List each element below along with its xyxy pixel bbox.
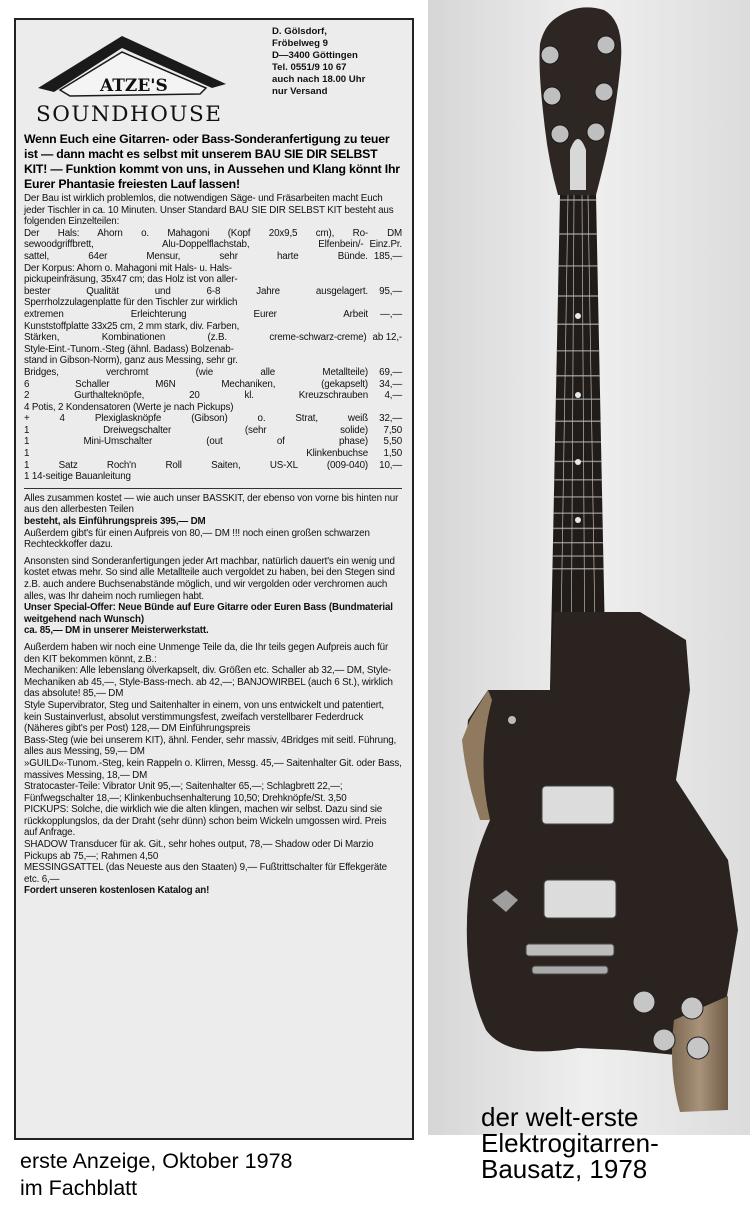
- logo-line1: ATZE'S: [100, 76, 168, 96]
- price-list-row: [24, 355, 402, 367]
- item-price: Einz.Pr.: [369, 239, 402, 251]
- contact-line: nur Versand: [272, 85, 328, 97]
- contact-line: Fröbelweg 9: [272, 37, 328, 49]
- extra-parts-paragraph: Mechaniken: Alle lebenslang ölverkapselt, div. Größen etc. Schaller ab 32,— DM, Style-Mechaniken ab 45,—, Style-Bass-mech. ab 42,—; BANJOWIRBEL (auch 6 St.), wirklich das absolute! 85,— DM: [24, 665, 393, 700]
- price-list-row: [24, 309, 402, 321]
- item-description: Stärken, Kombinationen (z.B. creme-schwarz-creme): [24, 332, 367, 344]
- item-description: 1 14-seitige Bauanleitung: [24, 471, 131, 483]
- extra-parts-paragraph: MESSINGSATTEL (das Neueste aus den Staaten) 9,— Fußtrittschalter für Effekgeräte etc. 6,—: [24, 862, 387, 885]
- item-price: 5,50: [383, 436, 402, 448]
- control-knob: [633, 991, 655, 1013]
- price-list-row: [24, 239, 402, 251]
- tuner-peg: [595, 83, 613, 101]
- price-list-row: [24, 344, 402, 356]
- price-list-row: [24, 228, 402, 240]
- item-description: 6 Schaller M6N Mechaniken, (gekapselt): [24, 378, 368, 390]
- item-price: 69,—: [379, 366, 402, 378]
- item-description: Bridges, verchromt (wie alle Metallteile): [24, 366, 368, 378]
- bridge: [526, 944, 614, 956]
- item-description: stand in Gibson-Norm), ganz aus Messing, sehr gr.: [24, 355, 238, 367]
- item-price: DM: [387, 227, 402, 239]
- price-list-row: [24, 402, 402, 414]
- item-description: 2 Gurthalteknöpfe, 20 kl. Kreuzschrauben: [24, 390, 368, 402]
- item-description: Sperrholzzulagenplatte für den Tischler zur wirklich: [24, 297, 238, 309]
- item-price: 1,50: [383, 448, 402, 460]
- special-offer-price: ca. 85,— DM in unserer Meisterwerkstatt.: [24, 625, 209, 637]
- item-description: Kunststoffplatte 33x25 cm, 2 mm stark, div. Farben,: [24, 320, 240, 332]
- item-price: 4,—: [384, 390, 402, 402]
- item-description: sewoodgriffbrett, Alu-Doppelflachstab, Elfenbein/-: [24, 239, 364, 251]
- price-list-row: [24, 251, 402, 263]
- ad-headline: Wenn Euch eine Gitarren- oder Bass-Sonderanfertigung zu teuer ist — dann macht es selbst mit unserem BAU SIE DIR SELBST KIT! — Funktion kommt von uns, in Aussehen und Klang könnt Ihr Eurer Phantasie freiesten Lauf lassen!: [24, 132, 400, 191]
- extra-parts-paragraph: PICKUPS: Solche, die wirklich wie die alten klingen, machen wir selbst. Dazu sind sie rückkopplungslos, da der Draht (sehr dünn) schon beim Wickeln umgossen wird. Preis auf Anfrage.: [24, 804, 387, 839]
- extra-parts-paragraph: SHADOW Transducer für ak. Git., sehr hohes output, 78,— Shadow oder Di Marzio Pickups ab 75,—; Rahmen 4,50: [24, 839, 374, 862]
- divider: [24, 488, 402, 489]
- item-price: 185,—: [373, 250, 402, 262]
- ad-header: [24, 26, 402, 130]
- intro-price-line: besteht, als Einführungspreis 395,— DM: [24, 516, 206, 528]
- guitar-photo: [428, 0, 750, 1135]
- extra-parts-paragraph: Style Supervibrator, Steg und Saitenhalter in einem, von uns entwickelt und patentiert, kein Sustainverlust, absolut verstimmungsfest, zweifach verstellbarer Federdruck (Näheres gibt's per Post) 128,— DM Einführungspreis: [24, 699, 384, 735]
- tuner-peg: [541, 46, 559, 64]
- case-offer-text: Außerdem gibt's für einen Aufpreis von 80,— DM !!! noch einen großen schwarzen Rechteckkoffer dazu.: [24, 527, 370, 551]
- extra-parts-paragraph: Fordert unseren kostenlosen Katalog an!: [24, 885, 210, 897]
- left-caption: [20, 1148, 293, 1202]
- price-list-row: [24, 332, 402, 344]
- item-price: —,—: [380, 308, 402, 320]
- tuner-peg: [587, 123, 605, 141]
- price-list-row: [24, 425, 402, 437]
- item-description: 1 Satz Roch'n Roll Saiten, US-XL (009-040): [24, 459, 368, 471]
- special-offer-text: Unser Special-Offer: Neue Bünde auf Eure Gitarre oder Euren Bass (Bundmaterial weitgehend nach Wunsch): [24, 602, 393, 625]
- price-list-row: [24, 448, 402, 460]
- item-price: 32,—: [379, 413, 402, 425]
- custom-builds-text: Ansonsten sind Sonderanfertigungen jeder Art machbar, natürlich dauert's ein wenig und kostet etwas mehr. So sind alle Metallteile auch vergoldet zu haben, bei den Stegen sind z.B. auch andere Buchsenabstände möglich, und wir vergolden oder verchromen auch alles, was Ihr daheim noch rumliegen habt.: [24, 555, 395, 602]
- item-description: pickupeinfräsung, 35x47 cm; das Holz ist von aller-: [24, 274, 238, 286]
- tuner-peg: [551, 125, 569, 143]
- control-knob: [687, 1037, 709, 1059]
- item-description: sattel, 64er Mensur, sehr harte Bünde.: [24, 250, 368, 262]
- item-description: extremen Erleichterung Eurer Arbeit: [24, 308, 368, 320]
- tuner-peg: [543, 87, 561, 105]
- item-description: + 4 Plexiglasknöpfe (Gibson) o. Strat, weiß: [24, 413, 368, 425]
- extra-parts-paragraph: Außerdem haben wir noch eine Unmenge Teile da, die Ihr teils gegen Aufpreis auch für den KIT bekommen könnt, z.B.:: [24, 641, 389, 665]
- price-list-row: [24, 379, 402, 391]
- item-price: 95,—: [379, 285, 402, 297]
- caption-line: Elektrogitarren-: [481, 1128, 659, 1158]
- item-price: 7,50: [383, 424, 402, 436]
- bridge-pickup: [544, 880, 616, 918]
- extra-parts-list: [24, 642, 402, 897]
- parts-price-list: [24, 228, 402, 483]
- price-list-row: [24, 321, 402, 333]
- contact-line: D. Gölsdorf,: [272, 26, 327, 37]
- price-list-row: [24, 286, 402, 298]
- caption-line: der welt-erste: [481, 1102, 639, 1132]
- tuner-peg: [597, 36, 615, 54]
- item-description: 1 Klinkenbuchse: [24, 448, 368, 460]
- item-description: 4 Potis, 2 Kondensatoren (Werte je nach Pickups): [24, 401, 234, 413]
- caption-line: erste Anzeige, Oktober 1978: [20, 1149, 293, 1173]
- item-description: Der Korpus: Ahorn o. Mahagoni mit Hals- u. Hals-: [24, 262, 232, 274]
- advertisement-clipping: [14, 18, 414, 1140]
- contact-address: [272, 26, 412, 98]
- price-list-row: [24, 297, 402, 309]
- price-list-row: [24, 274, 402, 286]
- price-list-row: [24, 471, 402, 483]
- control-knob: [681, 997, 703, 1019]
- contact-line: auch nach 18.00 Uhr: [272, 73, 366, 85]
- item-description: bester Qualität und 6-8 Jahre ausgelagert.: [24, 285, 368, 297]
- item-description: 1 Dreiwegschalter (sehr solide): [24, 424, 368, 436]
- contact-line: D—3400 Göttingen: [272, 49, 358, 61]
- price-list-row: [24, 367, 402, 379]
- caption-line: im Fachblatt: [20, 1176, 138, 1200]
- logo-line2: SOUNDHOUSE: [36, 102, 223, 127]
- soundhouse-logo: [30, 28, 245, 128]
- caption-line: Bausatz, 1978: [481, 1154, 648, 1184]
- price-list-row: [24, 413, 402, 425]
- item-description: 1 Mini-Umschalter (out of phase): [24, 436, 368, 448]
- item-price: ab 12,-: [372, 332, 402, 344]
- price-list-row: [24, 390, 402, 402]
- item-description: Der Hals: Ahorn o. Mahagoni (Kopf 20x9,5 cm), Ro-: [24, 227, 368, 239]
- contact-line: Tel. 0551/9 10 67: [272, 61, 347, 73]
- price-list-row: [24, 460, 402, 472]
- extra-parts-paragraph: »GUILD«-Tunom.-Steg, kein Rappeln o. Klirren, Messg. 45,— Saitenhalter Git. oder Bass, massives Messing, 18,— DM: [24, 757, 402, 781]
- price-list-row: [24, 263, 402, 275]
- extra-parts-paragraph: Stratocaster-Teile: Vibrator Unit 95,—; Saitenhalter 65,—; Schlagbrett 22,—; Fünfwegschalter 18,—; Klinkenbuchsenhalterung 10,50; Drehknöpfe/St. 3,50: [24, 781, 347, 804]
- extra-parts-paragraph: Bass-Steg (wie bei unserem KIT), ähnl. Fender, sehr massiv, 4Bridges mit seitl. Führung, alles aus Messing, 59,— DM: [24, 734, 397, 758]
- item-description: Style-Eint.-Tunom.-Steg (ähnl. Badass) Bolzenab-: [24, 343, 234, 355]
- total-text: Alles zusammen kostet — wie auch unser BASSKIT, der ebenso von vorne bis hinten nur aus den allerbesten Teilen: [24, 492, 399, 516]
- control-knob: [653, 1029, 675, 1051]
- price-list-row: [24, 436, 402, 448]
- right-caption: [481, 1104, 659, 1182]
- guitar-illustration: [428, 0, 750, 1135]
- item-price: 10,—: [379, 459, 402, 471]
- item-price: 34,—: [379, 378, 402, 390]
- neck-pickup: [542, 786, 614, 824]
- ad-body-text: Der Bau ist wirklich problemlos, die notwendigen Säge- und Fräsarbeiten macht Euch jeder Tischler in ca. 10 Minuten. Unser Standard BAU SIE DIR SELBST KIT besteht aus folgenden Einzelteilen:: [24, 193, 394, 228]
